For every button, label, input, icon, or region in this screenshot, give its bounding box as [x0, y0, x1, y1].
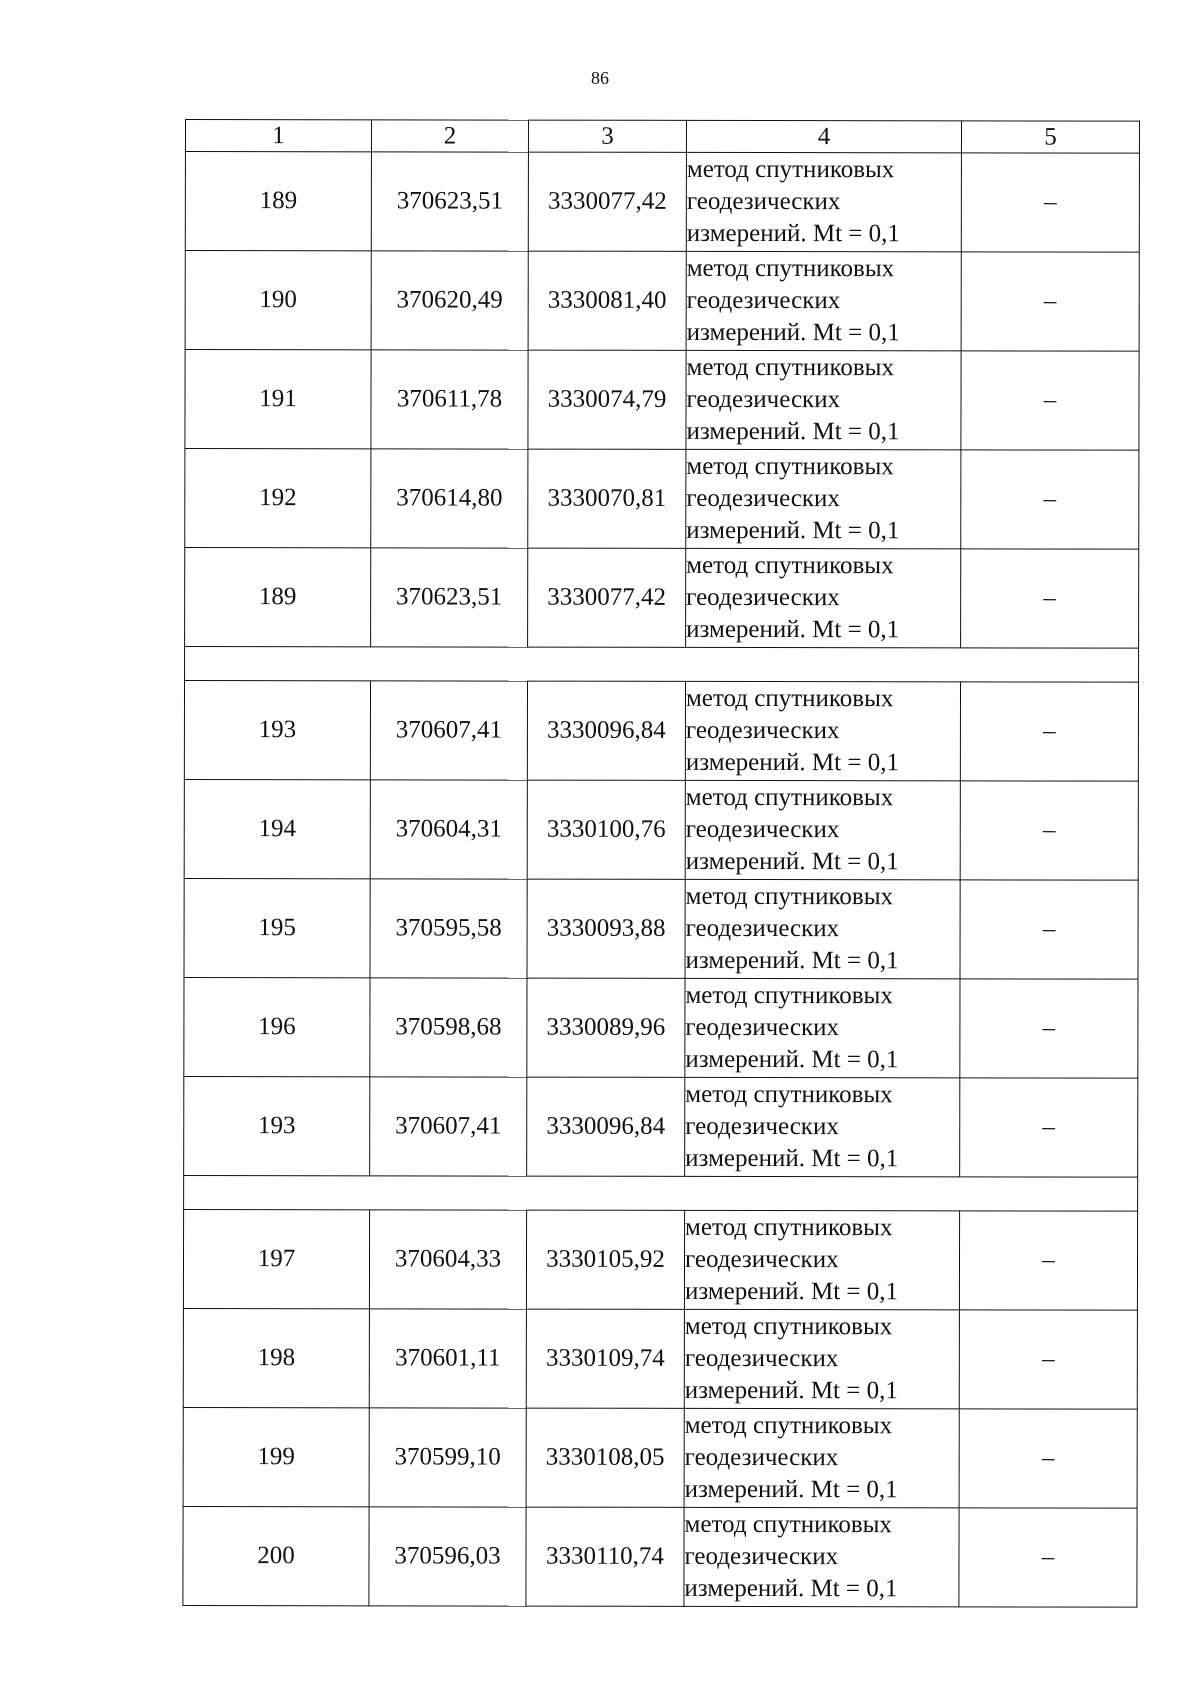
y-coordinate-cell: 3330081,40 — [528, 251, 686, 350]
table-row — [185, 251, 1139, 352]
header-row — [185, 120, 1139, 154]
point-number-cell: 190 — [185, 251, 371, 350]
method-line: метод спутниковых — [686, 155, 895, 184]
x-coordinate-cell: 370623,51 — [371, 548, 528, 647]
note-cell: – — [960, 880, 1138, 979]
y-coordinate-cell: 3330089,96 — [527, 978, 685, 1077]
y-coordinate-cell: 3330100,76 — [527, 780, 685, 879]
method-line: метод спутниковых — [685, 882, 894, 911]
header-cell-1: 1 — [185, 120, 371, 152]
method-line: измерений. Mt = 0,1 — [684, 1376, 898, 1405]
method-line: измерений. Mt = 0,1 — [686, 417, 900, 446]
method-line: измерений. Mt = 0,1 — [685, 1144, 899, 1173]
point-number-cell: 192 — [185, 449, 371, 548]
page-number: 86 — [591, 68, 609, 88]
x-coordinate-cell: 370595,58 — [370, 879, 527, 978]
method-cell — [685, 780, 960, 879]
method-line: геодезических — [686, 583, 840, 612]
x-coordinate-cell: 370604,33 — [369, 1210, 526, 1309]
method-line: метод спутниковых — [686, 452, 894, 481]
note-cell: – — [960, 979, 1138, 1078]
table-row — [183, 1209, 1137, 1310]
method-cell — [686, 449, 961, 548]
note-cell: – — [959, 1409, 1137, 1508]
note-cell: – — [959, 1310, 1137, 1409]
table-row — [184, 681, 1138, 782]
note-cell: – — [961, 450, 1139, 549]
method-line: метод спутниковых — [686, 254, 895, 283]
point-number-cell: 199 — [183, 1407, 369, 1506]
method-line: геодезических — [684, 1542, 839, 1571]
x-coordinate-cell: 370607,41 — [370, 681, 527, 780]
y-coordinate-cell: 3330096,84 — [527, 681, 685, 780]
header-cell-2: 2 — [371, 120, 528, 152]
method-line: метод спутниковых — [684, 1312, 893, 1341]
table-row — [183, 1506, 1137, 1607]
x-coordinate-cell: 370598,68 — [370, 978, 527, 1077]
note-cell: – — [961, 252, 1139, 351]
x-coordinate-cell: 370601,11 — [369, 1309, 526, 1408]
method-line: геодезических — [686, 286, 841, 315]
method-line: измерений. Mt = 0,1 — [686, 516, 900, 545]
x-coordinate-cell: 370599,10 — [369, 1408, 526, 1507]
x-coordinate-cell: 370620,49 — [371, 251, 528, 350]
note-cell: – — [960, 781, 1138, 880]
y-coordinate-cell: 3330109,74 — [526, 1309, 684, 1408]
method-cell — [686, 548, 961, 647]
table-body — [183, 120, 1140, 1608]
method-line: метод спутниковых — [685, 1080, 893, 1109]
x-coordinate-cell: 370596,03 — [369, 1507, 526, 1606]
spacer-cell — [185, 647, 1139, 683]
method-cell — [685, 879, 960, 978]
point-number-cell: 193 — [184, 681, 370, 780]
method-cell — [686, 152, 961, 251]
table-row — [183, 1407, 1137, 1508]
method-line: измерений. Mt = 0,1 — [684, 1277, 899, 1306]
method-line: измерений. Mt = 0,1 — [685, 847, 899, 876]
note-cell: – — [961, 153, 1139, 252]
method-line: геодезических — [684, 1245, 839, 1274]
method-line: измерений. Mt = 0,1 — [686, 615, 900, 644]
point-number-cell: 196 — [184, 977, 370, 1076]
spacer-cell — [184, 1175, 1138, 1211]
x-coordinate-cell: 370623,51 — [371, 152, 528, 251]
table-row — [184, 878, 1138, 979]
method-line: геодезических — [686, 187, 841, 216]
method-line: геодезических — [685, 914, 840, 943]
method-line: метод спутниковых — [685, 783, 894, 812]
x-coordinate-cell: 370607,41 — [370, 1077, 527, 1176]
method-line: измерений. Mt = 0,1 — [685, 946, 899, 975]
spacer-row — [185, 647, 1139, 683]
table-row — [184, 977, 1138, 1078]
table-row — [185, 350, 1139, 451]
y-coordinate-cell: 3330093,88 — [527, 879, 685, 978]
y-coordinate-cell: 3330074,79 — [528, 350, 686, 449]
note-cell: – — [959, 1211, 1137, 1310]
spacer-row — [184, 1175, 1138, 1211]
y-coordinate-cell: 3330077,42 — [528, 152, 686, 251]
coordinates-table — [182, 119, 1140, 1608]
method-line: измерений. Mt = 0,1 — [684, 1475, 898, 1504]
point-number-cell: 198 — [183, 1308, 369, 1407]
header-cell-5: 5 — [961, 121, 1139, 153]
header-cell-3: 3 — [528, 120, 686, 152]
point-number-cell: 189 — [185, 548, 371, 647]
method-cell — [685, 978, 960, 1077]
table-row — [185, 152, 1139, 253]
point-number-cell: 189 — [185, 152, 371, 251]
note-cell: – — [960, 682, 1138, 781]
method-line: измерений. Mt = 0,1 — [685, 1045, 899, 1074]
method-line: измерений. Mt = 0,1 — [686, 318, 900, 347]
note-cell: – — [961, 549, 1139, 648]
point-number-cell: 200 — [183, 1506, 369, 1605]
method-line: геодезических — [684, 1443, 839, 1472]
method-line: метод спутниковых — [685, 1213, 893, 1242]
y-coordinate-cell: 3330105,92 — [526, 1210, 684, 1309]
method-line: геодезических — [684, 1344, 839, 1373]
method-line: метод спутниковых — [685, 981, 893, 1010]
y-coordinate-cell: 3330108,05 — [526, 1408, 684, 1507]
point-number-cell: 193 — [184, 1076, 370, 1175]
table-row — [184, 1076, 1138, 1177]
method-line: измерений. Mt = 0,1 — [685, 748, 899, 777]
method-cell — [685, 1077, 960, 1176]
method-cell — [684, 1507, 959, 1606]
point-number-cell: 191 — [185, 350, 371, 449]
table-row — [183, 1308, 1137, 1409]
method-cell — [684, 1408, 959, 1507]
method-cell — [686, 350, 961, 449]
method-line: геодезических — [685, 716, 840, 745]
method-line: метод спутниковых — [684, 1510, 892, 1539]
method-line: метод спутниковых — [685, 684, 894, 713]
method-line: измерений. Mt = 0,1 — [686, 219, 900, 248]
method-line: метод спутниковых — [686, 551, 894, 580]
point-number-cell: 197 — [183, 1209, 369, 1308]
y-coordinate-cell: 3330110,74 — [526, 1507, 684, 1606]
method-cell — [685, 681, 960, 780]
x-coordinate-cell: 370604,31 — [370, 780, 527, 879]
point-number-cell: 194 — [184, 779, 370, 878]
method-line: геодезических — [686, 385, 841, 414]
method-line: геодезических — [685, 1112, 839, 1141]
method-line: геодезических — [686, 484, 840, 513]
y-coordinate-cell: 3330096,84 — [527, 1077, 685, 1176]
x-coordinate-cell: 370611,78 — [371, 350, 528, 449]
method-line: измерений. Mt = 0,1 — [684, 1574, 898, 1603]
method-line: геодезических — [685, 1013, 840, 1042]
method-cell — [684, 1210, 959, 1309]
table-row — [185, 548, 1139, 649]
x-coordinate-cell: 370614,80 — [371, 449, 528, 548]
header-cell-4: 4 — [686, 120, 961, 152]
method-cell — [686, 251, 961, 350]
table-row — [185, 449, 1139, 550]
note-cell: – — [959, 1508, 1137, 1607]
table-row — [184, 779, 1138, 880]
y-coordinate-cell: 3330077,42 — [528, 548, 686, 647]
note-cell: – — [960, 1078, 1138, 1177]
method-line: метод спутниковых — [684, 1411, 893, 1440]
method-cell — [684, 1309, 959, 1408]
point-number-cell: 195 — [184, 878, 370, 977]
note-cell: – — [961, 351, 1139, 450]
method-line: метод спутниковых — [686, 353, 894, 382]
y-coordinate-cell: 3330070,81 — [528, 449, 686, 548]
method-line: геодезических — [685, 815, 840, 844]
